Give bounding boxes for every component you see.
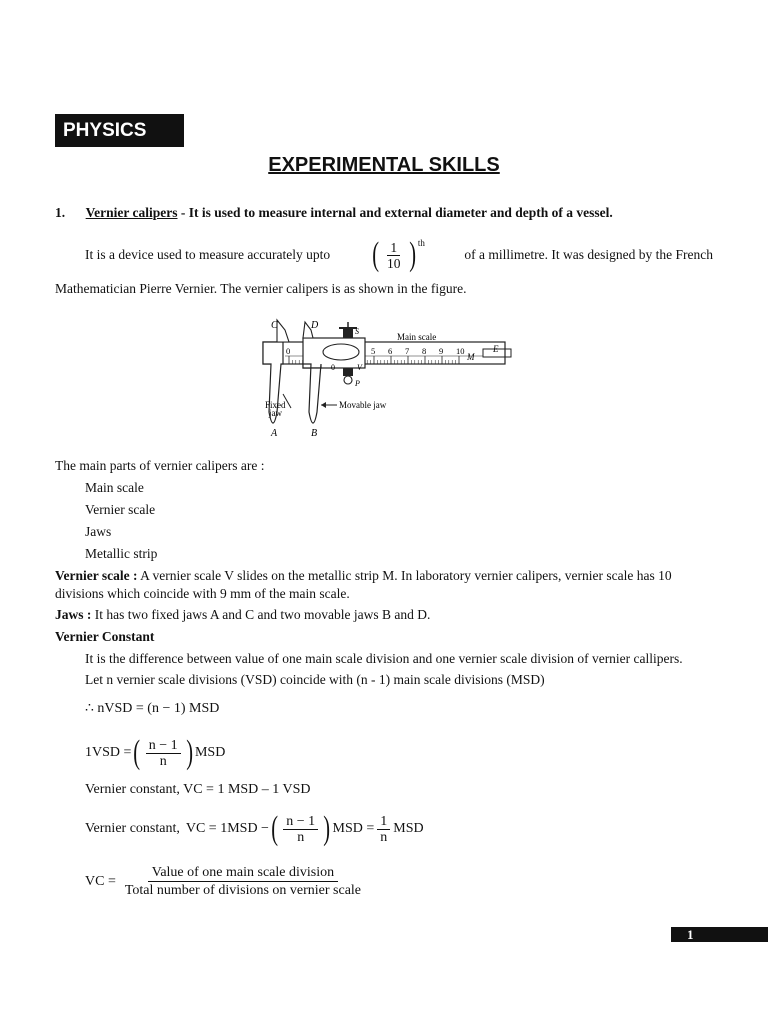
equation-2: 1VSD = ( $\frac{n - 1}{n}$ ) MSD [85,734,226,771]
vernier-constant-line-2: Let n vernier scale divisions (VSD) coincide with (n - 1) main scale divisions (MSD) [85,672,545,687]
intro-fraction: ( $\frac{1}{10}$ ) $^{th}$ [371,236,425,273]
intro-text-2: of a millimetre. It was designed by the French [464,247,713,262]
vernier-scale-label: Vernier scale : [55,568,138,583]
eq4-lhs: VC = 1MSD − [185,821,269,836]
label-v: V [357,363,362,372]
main-scale-tick-label: 5 [371,346,376,356]
eq5-num: Value of one main scale division [148,864,338,882]
intro-line-2: Mathematician Pierre Vernier. The vernier calipers is as shown in the figure. [55,281,467,296]
eq4-den2: n [380,829,388,845]
parts-item-jaws: Jaws [85,524,112,539]
intro-frac-den: 10 [387,255,401,271]
equation-1: ∴ nVSD = (n − 1) MSD [85,701,220,716]
eq5-lhs: VC = [85,873,116,889]
parts-item-vernier-scale: Vernier scale [85,502,156,517]
eq5-den: Total number of divisions on vernier scale [124,883,362,898]
jaws-text: It has two fixed jaws A and C and two movable jaws B and D. [94,607,431,622]
label-a: A [271,428,278,439]
eq4-label: Vernier constant, [85,821,180,836]
vernier-scale-line-2: divisions which coincide with 9 mm of the main scale. [55,586,350,601]
label-m: M [467,352,475,362]
main-scale-tick-label: 6 [388,346,393,356]
equation-4: Vernier constant, VC = 1MSD − ( $\frac{n - 1}{n}$ ) MSD = $\frac{1}{n}$ MSD [85,810,424,847]
pointer-p [343,368,353,376]
intro-text-1: It is a device used to measure accurately upto [85,247,331,262]
main-scale-tick-label: 8 [422,346,427,356]
jaws-label: Jaws : [55,607,92,622]
intro-sup: th [417,238,425,248]
movable-jaw [303,364,321,423]
jaws-line [55,606,430,624]
parts-item-metallic-strip: Metallic strip [85,546,158,561]
label-p: P [355,379,360,388]
eq2-rhs: MSD [194,745,226,760]
screw-s [343,328,353,338]
label-b: B [311,428,318,439]
parts-item-main-scale: Main scale [85,480,144,495]
section-term: Vernier calipers [85,205,178,220]
label-main-scale: Main scale [397,332,437,342]
main-scale-tick-label: 7 [405,346,410,356]
label-c: C [271,320,278,331]
eq4-num2: 1 [377,814,390,830]
eq2-lhs: 1VSD = [85,745,132,760]
parts-intro: The main parts of vernier calipers are : [55,458,265,473]
label-vernier-zero: 0 [331,363,335,372]
main-scale-tick-label: 9 [439,346,444,356]
eq4-num: n − 1 [283,814,318,830]
eq2-den: n [159,753,167,769]
section-number: 1. [55,205,66,220]
equation-5 [85,864,367,899]
vernier-scale-text-1: A vernier scale V slides on the metallic strip M. In laboratory vernier calipers, vernier scale has 10 [140,568,672,583]
label-fixed-jaw-1: Fixed [265,400,286,410]
vernier-window [323,344,359,360]
vernier-constant-line-1: It is the difference between value of one main scale division and one vernier scale division of vernier callipers. [85,651,683,666]
eq4-rhs: MSD [393,821,424,836]
section-definition: It is used to measure internal and external diameter and depth of a vessel. [188,205,613,220]
section-heading [55,204,613,222]
upper-fixed-jaw [277,320,289,342]
main-scale-tick-label: 0 [286,346,291,356]
vernier-caliper-figure [255,312,520,442]
vernier-scale-line-1 [55,567,672,585]
vernier-constant-heading: Vernier Constant [55,629,155,644]
eq4-mid: MSD = [332,821,375,836]
main-scale-tick-label: 10 [456,346,465,356]
label-fixed-jaw-2: jaw [269,408,282,418]
eq2-num: n − 1 [146,738,181,754]
intro-line-1 [85,238,713,272]
intro-frac-num: 1 [387,240,400,256]
subject-badge: PHYSICS [55,114,184,147]
page-title: EXPERIMENTAL SKILLS [268,154,500,176]
label-e: E [493,344,499,354]
eq4-den: n [297,829,305,845]
section-dash: - [177,205,189,220]
label-d: D [311,320,319,331]
equation-3: Vernier constant, VC = 1 MSD – 1 VSD [85,782,311,797]
label-s: S [355,327,359,336]
page-number: 1 [671,927,768,942]
label-movable-jaw: Movable jaw [339,400,387,410]
